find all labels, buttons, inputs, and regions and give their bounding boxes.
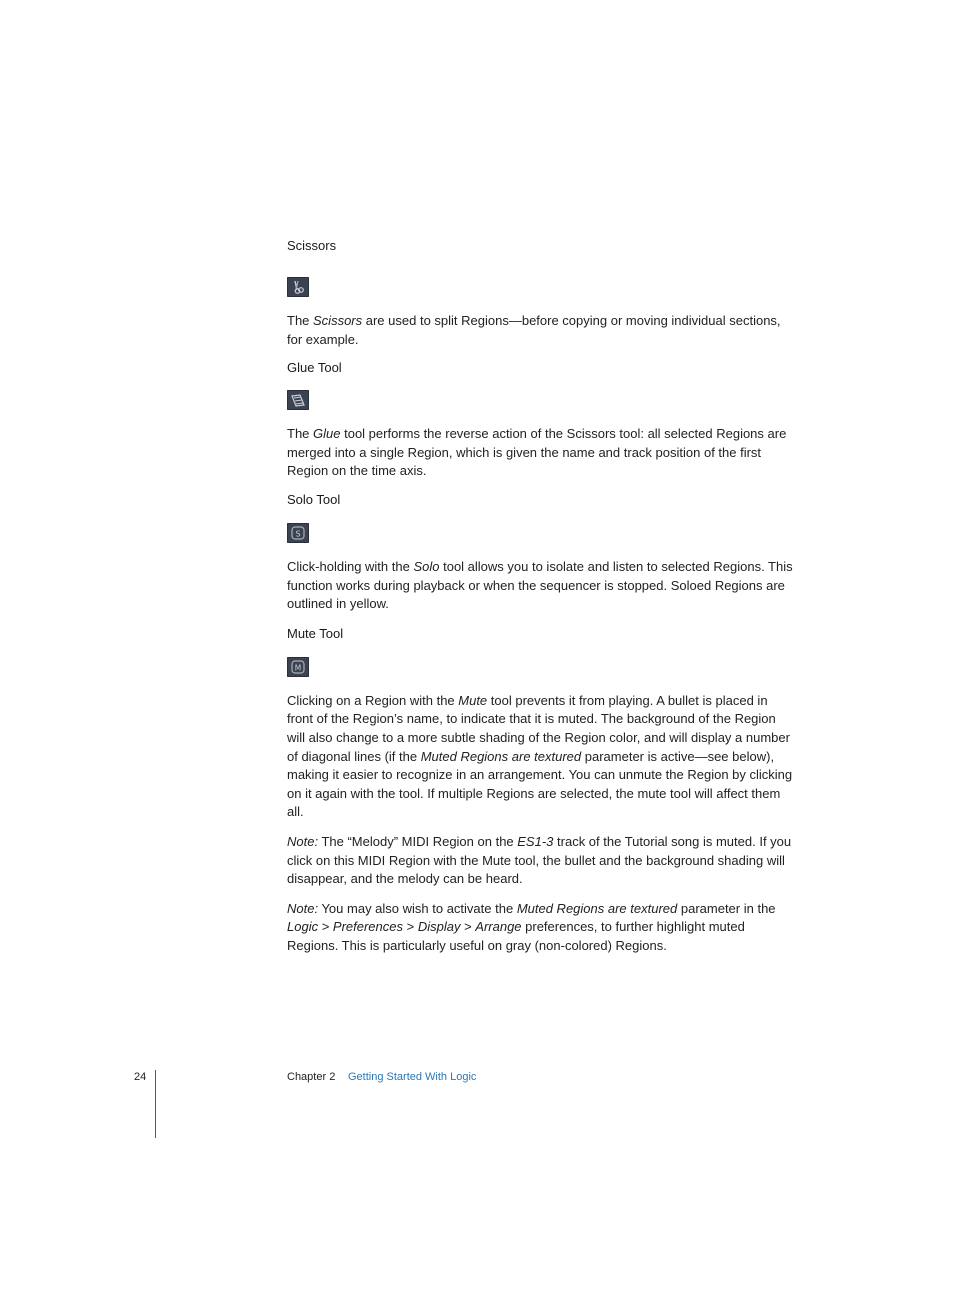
mute-icon-letter: M xyxy=(294,663,302,673)
note-melody: Note: The “Melody” MIDI Region on the ES1-3 track of the Tutorial song is muted. If you click on this MIDI Region with the Mute tool, the bullet and the background shading will disappear, and the melody can be heard. xyxy=(287,833,792,887)
footer-chapter-title[interactable]: Getting Started With Logic xyxy=(348,1071,477,1083)
footer-divider xyxy=(155,1070,156,1138)
solo-description: Click-holding with the Solo tool allows you to isolate and listen to selected Regions. This function works during playback or when the sequencer is stopped. Soloed Regions are outlined in yellow. xyxy=(287,558,793,612)
note-preferences: Note: You may also wish to activate the Muted Regions are textured parameter in the Logic > Preferences > Display > Arrange preferences, to further highlight muted Regions. This is particularly useful on gray (non-colored) Regions. xyxy=(287,900,776,953)
note-label: Note: xyxy=(287,900,319,916)
mute-heading: Mute Tool xyxy=(287,625,344,641)
note-label: Note: xyxy=(287,833,319,849)
mute-description: Clicking on a Region with the Mute tool prevents it from playing. A bullet is placed in front of the Region’s name, to indicate that it is muted. The background of the Region will also change to a more subtle shading of the Region color, and will display a number of diagonal lines (if the Muted Regions are textured parameter is active—see below), making it easier to recognize in an arrangement. You can unmute the Region by clicking on it again with the tool. If multiple Regions are selected, the mute tool will affect them all. xyxy=(287,692,793,820)
solo-heading: Solo Tool xyxy=(287,491,341,507)
scissors-description: The Scissors are used to split Regions—before copying or moving individual sections, for example. xyxy=(287,313,781,347)
glue-icon xyxy=(287,390,309,410)
page-content xyxy=(287,238,797,955)
solo-icon xyxy=(287,523,309,543)
glue-heading: Glue Tool xyxy=(287,360,342,376)
solo-icon-letter: S xyxy=(295,529,301,539)
scissors-icon xyxy=(287,277,309,297)
scissors-heading: Scissors xyxy=(287,238,337,253)
footer-chapter-label: Chapter 2 xyxy=(287,1071,336,1083)
mute-icon xyxy=(287,657,309,677)
glue-description: The Glue tool performs the reverse action of the Scissors tool: all selected Regions are merged into a single Region, which is given the name and track position of the first Region on the time axis. xyxy=(287,426,787,479)
page-number: 24 xyxy=(134,1071,147,1083)
